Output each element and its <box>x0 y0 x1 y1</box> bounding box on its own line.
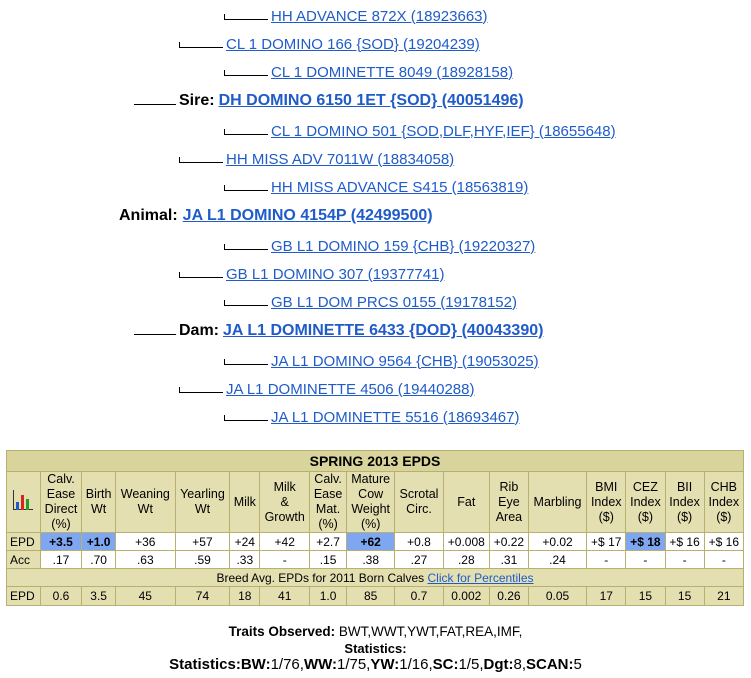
pedigree-link-sds[interactable]: CL 1 DOMINO 501 {SOD,DLF,HYF,IEF} (18655648) <box>271 122 616 140</box>
pedigree-connector <box>134 104 176 105</box>
epd-row-label: EPD <box>7 533 41 551</box>
statistics-heading: Statistics: <box>344 641 407 656</box>
epd-header-0 <box>40 472 81 533</box>
epd-header-line: Circ. <box>406 502 432 516</box>
acc-value-15: - <box>704 551 743 569</box>
sire-label: Sire: <box>179 92 215 109</box>
sc-value: 1/5, <box>458 656 484 673</box>
epd-header-line: Birth <box>85 487 112 501</box>
epd-header-line: (%) <box>51 517 71 531</box>
acc-value-10: .31 <box>489 551 528 569</box>
breed-avg-value-3: 74 <box>175 587 230 606</box>
epd-header-9 <box>443 472 489 533</box>
epd-header-2 <box>116 472 176 533</box>
epd-value-11: +0.02 <box>528 533 586 551</box>
acc-value-1: .70 <box>82 551 116 569</box>
pedigree-dsd <box>224 292 517 312</box>
pedigree-link-ssd[interactable]: CL 1 DOMINETTE 8049 (18928158) <box>271 63 514 81</box>
breed-avg-value-4: 18 <box>230 587 260 606</box>
pedigree-link-sss[interactable]: HH ADVANCE 872X (18923663) <box>271 7 488 25</box>
acc-value-9: .28 <box>443 551 489 569</box>
epd-header-line: BMI <box>595 479 618 494</box>
epd-header-6 <box>310 472 347 533</box>
dam-label: Dam: <box>179 322 220 339</box>
epd-header-line: (%) <box>360 517 381 531</box>
pedigree-connector <box>134 334 176 335</box>
pedigree-link-dd[interactable]: JA L1 DOMINETTE 4506 (19440288) <box>226 380 475 398</box>
bar-chart-icon[interactable] <box>12 488 34 512</box>
epd-header-12 <box>587 472 626 533</box>
pedigree-link-dss[interactable]: GB L1 DOMINO 159 {CHB} (19220327) <box>271 237 536 255</box>
pedigree-sds <box>224 121 616 141</box>
acc-row-label: Acc <box>7 551 41 569</box>
acc-value-13: - <box>626 551 665 569</box>
epd-header-10 <box>489 472 528 533</box>
pedigree-connector <box>179 277 223 278</box>
epd-header-15 <box>704 472 743 533</box>
epd-value-4: +24 <box>230 533 260 551</box>
yw-value: 1/16, <box>399 656 433 673</box>
epd-header-line: CHB <box>710 479 738 494</box>
epd-header-8 <box>395 472 443 533</box>
epd-header-line: Wt <box>90 502 107 516</box>
acc-value-3: .59 <box>175 551 230 569</box>
breed-avg-value-6: 1.0 <box>310 587 347 606</box>
pedigree-link-ds[interactable]: GB L1 DOMINO 307 (19377741) <box>226 265 445 283</box>
pedigree-ds <box>179 264 444 284</box>
pedigree-connector <box>224 364 268 365</box>
epd-header-7 <box>347 472 395 533</box>
breed-avg-text: Breed Avg. EPDs for 2011 Born Calves <box>216 570 425 585</box>
epd-header-4 <box>230 472 260 533</box>
epd-header-line: Rib <box>499 479 519 494</box>
epd-value-6: +2.7 <box>310 533 347 551</box>
epd-header-line: Area <box>495 509 523 524</box>
epd-values-row <box>7 533 744 551</box>
breed-avg-value-12: 17 <box>587 587 626 606</box>
acc-value-5: - <box>260 551 310 569</box>
traits-label: Traits Observed: <box>228 624 336 639</box>
breed-avg-value-8: 0.7 <box>395 587 443 606</box>
epd-header-line: Milk <box>273 479 296 494</box>
epd-header-line: Marbling <box>533 494 582 509</box>
breed-avg-row <box>7 569 744 587</box>
acc-value-14: - <box>665 551 704 569</box>
pedigree-animal <box>119 206 433 226</box>
acc-value-4: .33 <box>230 551 260 569</box>
epd-header-line: ($) <box>598 509 614 524</box>
pedigree-dds <box>224 351 539 371</box>
percentiles-link[interactable]: Click for Percentiles <box>427 570 534 585</box>
scan-value: 5 <box>573 656 582 673</box>
acc-value-8: .27 <box>395 551 443 569</box>
epd-header-line: Direct <box>44 502 78 516</box>
breed-avg-value-15: 21 <box>704 587 743 606</box>
epd-header-5 <box>260 472 310 533</box>
epd-header-line: ($) <box>676 509 693 524</box>
stats-label: Statistics: <box>169 656 241 673</box>
epd-header-line: Index <box>630 494 661 509</box>
pedigree-sss <box>224 6 488 26</box>
pedigree-connector <box>224 305 268 306</box>
ww-value: 1/75, <box>336 656 371 673</box>
epd-header-line: Calv. <box>314 472 342 486</box>
epd-header-line: CEZ <box>632 479 658 494</box>
pedigree-sdd <box>224 177 528 197</box>
epd-value-15: +$ 16 <box>704 533 743 551</box>
epd-header-line: Weaning <box>120 487 170 501</box>
breed-avg-value-11: 0.05 <box>528 587 586 606</box>
epd-value-5: +42 <box>260 533 310 551</box>
pedigree-ss <box>179 34 480 54</box>
statistics-line <box>0 656 751 673</box>
epd-header-line: Mat. <box>315 502 341 516</box>
sc-label: SC: <box>432 656 459 673</box>
avg-row-label: EPD <box>7 587 41 606</box>
epd-header-line: Index <box>708 494 740 509</box>
epd-value-10: +0.22 <box>489 533 528 551</box>
epd-value-1: +1.0 <box>82 533 116 551</box>
epd-header-14 <box>665 472 704 533</box>
pedigree-connector <box>224 75 268 76</box>
epd-value-2: +36 <box>116 533 176 551</box>
pedigree-link-sd[interactable]: HH MISS ADV 7011W (18834058) <box>226 150 455 168</box>
acc-value-6: .15 <box>310 551 347 569</box>
epd-header-line: Growth <box>264 509 305 524</box>
acc-value-2: .63 <box>116 551 176 569</box>
pedigree-link-ddd[interactable]: JA L1 DOMINETTE 5516 (18693467) <box>271 408 520 426</box>
acc-values-row <box>7 551 744 569</box>
bw-value: 1/76, <box>270 656 304 673</box>
bw-label: BW: <box>240 656 271 673</box>
epd-header-line: Wt <box>137 502 153 516</box>
breed-avg-value-0: 0.6 <box>40 587 81 606</box>
scan-label: SCAN: <box>526 656 574 673</box>
breed-avg-value-10: 0.26 <box>489 587 528 606</box>
pedigree-link-ss[interactable]: CL 1 DOMINO 166 {SOD} (19204239) <box>226 35 480 53</box>
epd-value-7: +62 <box>347 533 395 551</box>
traits-value: BWT,WWT,YWT,FAT,REA,IMF, <box>338 624 523 639</box>
epd-header-line: ($) <box>637 509 654 524</box>
pedigree-connector <box>179 162 223 163</box>
epd-table <box>6 450 744 606</box>
epd-header-line: Index <box>590 494 622 509</box>
epd-header-line: Ease <box>313 487 343 501</box>
epd-header-3 <box>175 472 230 533</box>
breed-avg-value-2: 45 <box>116 587 176 606</box>
pedigree-ddd <box>224 407 519 427</box>
breed-avg-values-row <box>7 587 744 606</box>
epd-value-9: +0.008 <box>443 533 489 551</box>
sire-link[interactable]: DH DOMINO 6150 1ET {SOD} (40051496) <box>218 92 524 109</box>
pedigree-connector <box>224 19 268 20</box>
acc-value-0: .17 <box>40 551 81 569</box>
breed-avg-value-14: 15 <box>665 587 704 606</box>
epd-header-line: Eye <box>498 494 520 509</box>
epd-chart-icon-cell[interactable] <box>7 472 41 533</box>
pedigree-dss <box>224 236 535 256</box>
ww-label: WW: <box>303 656 337 673</box>
epd-header-line: Wt <box>194 502 211 516</box>
acc-value-12: - <box>587 551 626 569</box>
pedigree-ssd <box>224 62 513 82</box>
traits-observed <box>0 624 751 639</box>
epd-header-line: ($) <box>716 509 732 524</box>
epd-header-line: Fat <box>457 494 476 509</box>
pedigree-link-sdd[interactable]: HH MISS ADVANCE S415 (18563819) <box>271 178 529 196</box>
dgt-label: Dgt: <box>483 656 514 673</box>
epd-header-line: Ease <box>46 487 76 501</box>
epd-header-line: Calv. <box>47 472 75 486</box>
acc-value-11: .24 <box>528 551 586 569</box>
pedigree-connector <box>179 392 223 393</box>
pedigree-connector <box>224 420 268 421</box>
epd-header-line: Yearling <box>180 487 225 501</box>
epd-header-line: & <box>280 494 289 509</box>
animal-link[interactable]: JA L1 DOMINO 4154P (42499500) <box>182 207 433 224</box>
epd-header-line: Index <box>669 494 700 509</box>
epd-header-line: Mature <box>351 472 391 486</box>
epd-header-13 <box>626 472 665 533</box>
epd-value-8: +0.8 <box>395 533 443 551</box>
epd-header-line: Scrotal <box>399 487 439 501</box>
epd-value-13: +$ 18 <box>626 533 665 551</box>
acc-value-7: .38 <box>347 551 395 569</box>
breed-avg-value-1: 3.5 <box>82 587 116 606</box>
epd-header-row <box>7 472 744 533</box>
pedigree-link-dds[interactable]: JA L1 DOMINO 9564 {CHB} (19053025) <box>271 352 539 370</box>
epd-value-0: +3.5 <box>40 533 81 551</box>
pedigree-sd <box>179 149 454 169</box>
yw-label: YW: <box>370 656 400 673</box>
epd-header-line: BII <box>676 479 693 494</box>
epd-value-12: +$ 17 <box>587 533 626 551</box>
breed-avg-value-5: 41 <box>260 587 310 606</box>
epd-header-11 <box>528 472 586 533</box>
epd-header-line: (%) <box>318 517 338 531</box>
pedigree-dd <box>179 379 474 399</box>
pedigree-sire <box>134 91 524 111</box>
pedigree-connector <box>224 249 268 250</box>
epd-value-3: +57 <box>175 533 230 551</box>
dam-link[interactable]: JA L1 DOMINETTE 6433 {DOD} (40043390) <box>223 322 544 339</box>
pedigree-connector <box>179 47 223 48</box>
dgt-value: 8, <box>513 656 527 673</box>
epd-header-1 <box>82 472 116 533</box>
epd-value-14: +$ 16 <box>665 533 704 551</box>
epd-title: SPRING 2013 EPDS <box>7 451 744 472</box>
pedigree-connector <box>224 190 268 191</box>
animal-label: Animal: <box>119 207 178 224</box>
breed-avg-value-9: 0.002 <box>443 587 489 606</box>
epd-header-line: Cow <box>358 487 384 501</box>
pedigree-dam <box>134 321 543 341</box>
pedigree-link-dsd[interactable]: GB L1 DOM PRCS 0155 (19178152) <box>271 293 517 311</box>
epd-header-line: Weight <box>351 502 391 516</box>
epd-header-line: Milk <box>233 494 256 509</box>
breed-avg-value-13: 15 <box>626 587 665 606</box>
pedigree-connector <box>224 134 268 135</box>
breed-avg-value-7: 85 <box>347 587 395 606</box>
